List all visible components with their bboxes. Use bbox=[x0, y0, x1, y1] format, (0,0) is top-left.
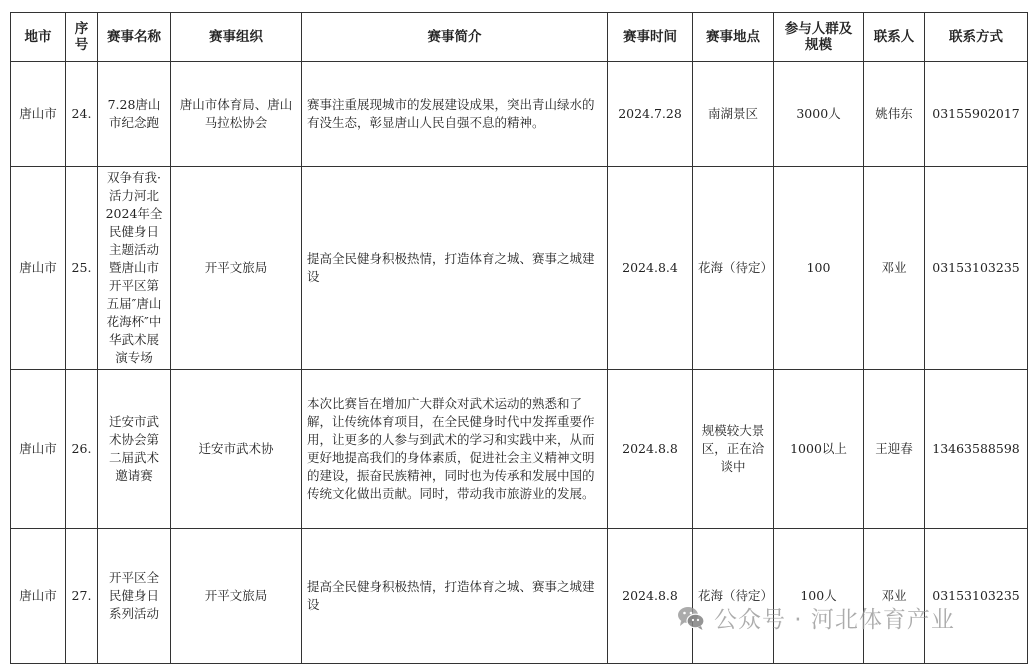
cell-phone: 03153103235 bbox=[925, 529, 1028, 664]
cell-place: 南湖景区 bbox=[693, 62, 774, 167]
cell-intro: 提高全民健身积极热情，打造体育之城、赛事之城建设 bbox=[302, 167, 608, 370]
cell-date: 2024.8.4 bbox=[608, 167, 693, 370]
header-org: 赛事组织 bbox=[171, 13, 302, 62]
cell-intro: 赛事注重展现城市的发展建设成果，突出青山绿水的有没生态，彰显唐山人民自强不息的精神。 bbox=[302, 62, 608, 167]
header-phone: 联系方式 bbox=[925, 13, 1028, 62]
wechat-icon bbox=[676, 603, 706, 633]
header-intro: 赛事简介 bbox=[302, 13, 608, 62]
cell-place: 规模较大景区，正在洽谈中 bbox=[693, 370, 774, 529]
cell-place: 花海（待定） bbox=[693, 529, 774, 664]
cell-phone: 13463588598 bbox=[925, 370, 1028, 529]
cell-name: 7.28唐山市纪念跑 bbox=[98, 62, 171, 167]
cell-city: 唐山市 bbox=[11, 529, 66, 664]
cell-scale: 1000以上 bbox=[774, 370, 864, 529]
header-place: 赛事地点 bbox=[693, 13, 774, 62]
cell-org: 开平文旅局 bbox=[171, 167, 302, 370]
cell-no: 24. bbox=[66, 62, 98, 167]
header-scale: 参与人群及规模 bbox=[774, 13, 864, 62]
cell-phone: 03155902017 bbox=[925, 62, 1028, 167]
cell-contact: 邓业 bbox=[864, 167, 925, 370]
cell-place: 花海（待定） bbox=[693, 167, 774, 370]
cell-org: 唐山市体育局、唐山马拉松协会 bbox=[171, 62, 302, 167]
cell-name: 双争有我·活力河北2024年全民健身日主题活动暨唐山市开平区第五届″唐山花海杯″中华武术展演专场 bbox=[98, 167, 171, 370]
cell-intro: 本次比赛旨在增加广大群众对武术运动的熟悉和了解，让传统体育项目，在全民健身时代中发挥重要作用，让更多的人参与到武术的学习和实践中来，从而更好地提高我们的身体素质，促进社会主义精神文明的建设，振奋民族精神，同时也为传承和发展中国的传统文化做出贡献。同时，带动我市旅游业的发展。 bbox=[302, 370, 608, 529]
cell-scale: 100人 bbox=[774, 529, 864, 664]
header-date: 赛事时间 bbox=[608, 13, 693, 62]
cell-city: 唐山市 bbox=[11, 370, 66, 529]
cell-org: 开平文旅局 bbox=[171, 529, 302, 664]
table-row bbox=[11, 62, 1028, 167]
cell-scale: 100 bbox=[774, 167, 864, 370]
cell-city: 唐山市 bbox=[11, 167, 66, 370]
events-table bbox=[10, 12, 1028, 664]
cell-org: 迁安市武术协 bbox=[171, 370, 302, 529]
cell-date: 2024.8.8 bbox=[608, 370, 693, 529]
cell-no: 27. bbox=[66, 529, 98, 664]
cell-no: 26. bbox=[66, 370, 98, 529]
watermark bbox=[676, 601, 955, 634]
table-row bbox=[11, 167, 1028, 370]
header-name: 赛事名称 bbox=[98, 13, 171, 62]
header-city: 地市 bbox=[11, 13, 66, 62]
cell-name: 开平区全民健身日系列活动 bbox=[98, 529, 171, 664]
cell-contact: 姚伟东 bbox=[864, 62, 925, 167]
table-row bbox=[11, 370, 1028, 529]
header-no: 序号 bbox=[66, 13, 98, 62]
cell-no: 25. bbox=[66, 167, 98, 370]
header-row bbox=[11, 13, 1028, 62]
cell-date: 2024.8.8 bbox=[608, 529, 693, 664]
cell-city: 唐山市 bbox=[11, 62, 66, 167]
cell-contact: 王迎春 bbox=[864, 370, 925, 529]
cell-phone: 03153103235 bbox=[925, 167, 1028, 370]
cell-intro: 提高全民健身积极热情，打造体育之城、赛事之城建设 bbox=[302, 529, 608, 664]
cell-contact: 邓业 bbox=[864, 529, 925, 664]
cell-scale: 3000人 bbox=[774, 62, 864, 167]
cell-name: 迁安市武术协会第二届武术邀请赛 bbox=[98, 370, 171, 529]
watermark-text: 公众号 · 河北体育产业 bbox=[714, 607, 955, 633]
table-row bbox=[11, 529, 1028, 664]
header-contact: 联系人 bbox=[864, 13, 925, 62]
cell-date: 2024.7.28 bbox=[608, 62, 693, 167]
